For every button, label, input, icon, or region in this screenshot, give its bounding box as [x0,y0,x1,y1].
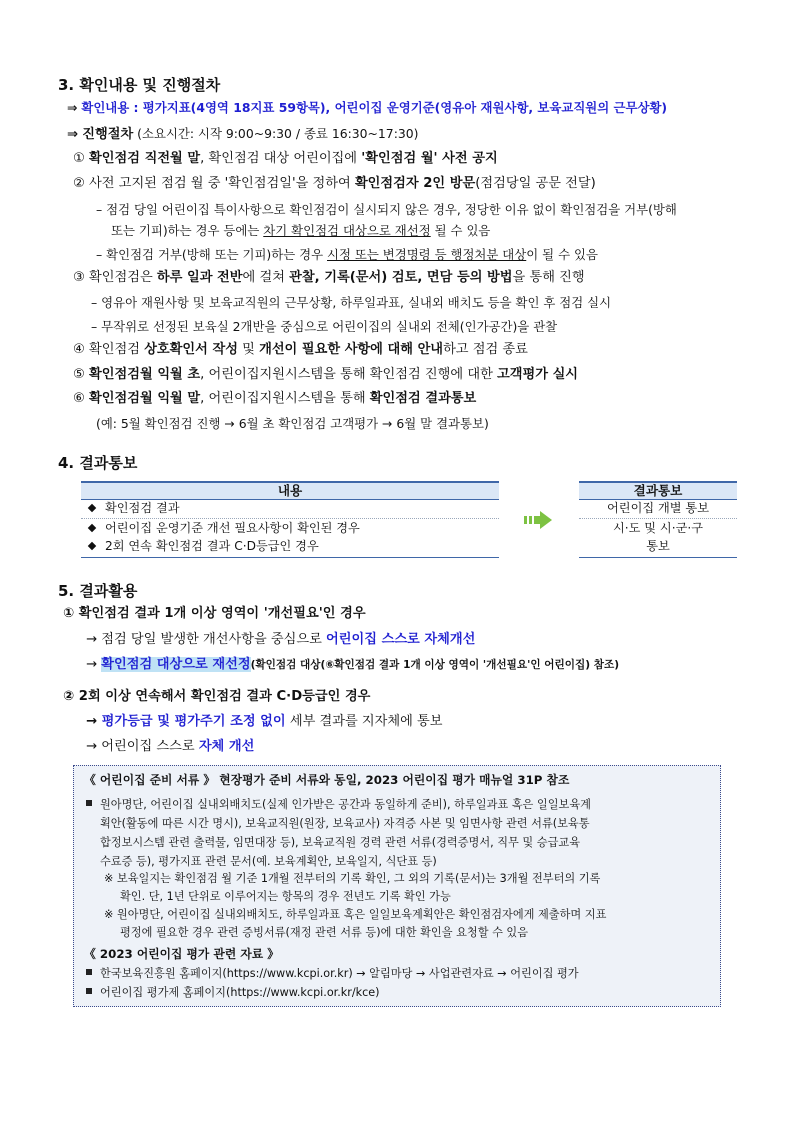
step-emph: 확인점검 결과통보 [369,391,477,406]
step-6 [73,390,476,407]
content-line [67,99,667,116]
table-cell: 시·도 및 시·군·구 [612,521,703,535]
row-divider [81,518,499,519]
step-2-detail-2 [96,246,598,263]
action-emph: 확인점검 대상으로 재선정 [101,657,251,672]
bullet-square-icon [86,800,92,806]
section-5-title: 5. 결과활용 [58,582,138,600]
row-divider [579,518,737,519]
double-arrow-icon: ⇒ [67,127,79,142]
action-text: 세부 결과를 지자체에 통보 [285,714,443,729]
step-emph: 고객평가 실시 [497,367,579,382]
action-emph: 자체 개선 [198,739,255,754]
procedure-label: 진행절차 [82,127,134,142]
notice-note: ※ 원아명단, 어린이집 실내외배치도, 하루일과표 혹은 일일보육계획안은 확인점검자에게 제출하며 지표 [104,908,607,921]
step-2-detail-1a: – 점검 당일 어린이집 특이사항으로 확인점검이 실시되지 않은 경우, 정당한 이유 없이 확인점검을 거부(방해 [96,202,677,217]
notice-text: 원아명단, 어린이집 실내외배치도(실제 인가받은 공간과 동일하게 준비), 하루일과표 혹은 일일보육계 [100,798,591,811]
table-cell: 통보 [646,539,670,553]
content-label: 확인내용 : 평가지표(4영역 18지표 59항목), 어린이집 운영기준(영유아 재원사항, 보육교직원의 근무상황) [81,100,668,115]
step-emph: '확인점검 월' 사전 공지 [361,151,498,166]
case-title-text: 확인점검 결과 1개 이상 영역이 '개선필요'인 경우 [78,606,366,621]
step-text: 을 통해 진행 [512,270,585,285]
step-2 [73,175,596,192]
step-text: 하고 점검 종료 [443,342,528,357]
action-emph: 어린이집 스스로 자체개선 [326,632,476,647]
section-4-title: 4. 결과통보 [58,454,138,472]
step-3 [73,269,585,286]
step-text: 에 걸쳐 [242,270,290,285]
notice-heading-documents: 《 어린이집 준비 서류 》 현장평가 준비 서류와 동일, 2023 어린이집 평가 매뉴얼 31P 참조 [84,773,570,787]
arrow-text: → [86,657,102,672]
section-3-title: 3. 확인내용 및 진행절차 [58,76,221,94]
table-bottom-border [579,557,737,558]
action-text: → 어린이집 스스로 [86,739,199,754]
step-4 [73,341,528,358]
step-number: ② [73,176,85,191]
case-number: ① [63,606,75,621]
notice-bullet-item [86,965,579,981]
notice-note: ※ 보육일지는 확인점검 월 기준 1개월 전부터의 기록 확인, 그 외의 기록(문서)는 3개월 전부터의 기록 [104,872,601,885]
double-arrow-icon: ⇒ [67,100,78,115]
table-header-result: 결과통보 [579,481,737,500]
arrow-text: → [86,714,102,729]
notice-bullet-item [86,796,591,812]
step-text: , 어린이집지원시스템을 통해 [200,391,370,406]
case-2-action-1 [86,713,443,730]
bullet-diamond-icon [88,524,96,532]
detail-text: 이 될 수 있음 [526,247,598,262]
detail-text: – 확인점검 거부(방해 또는 기피)하는 경우 [96,247,328,262]
notice-text: 합정보시스템 관련 출력물, 임면대장 등), 보육교직원 경력 관련 서류(경력증명서, 직무 및 승급교육 [100,836,580,849]
step-number: ③ [73,270,85,285]
detail-underline: 시정 또는 변경명령 등 행정처분 대상 [327,247,527,262]
table-row [89,500,180,517]
step-text: 사전 고지된 점검 월 중 '확인점검일'을 정하여 [89,176,355,191]
bullet-diamond-icon [88,542,96,550]
bullet-diamond-icon [88,504,96,512]
bullet-square-icon [86,988,92,994]
step-3-detail-1: – 영유아 재원사항 및 보육교직원의 근무상황, 하루일과표, 실내외 배치도 등을 확인 후 점검 실시 [91,295,612,310]
table-header-content: 내용 [81,481,499,500]
table-cell: 어린이집 운영기준 개선 필요사항이 확인된 경우 [105,521,360,535]
step-text: , 어린이집지원시스템을 통해 확인점검 진행에 대한 [200,367,498,382]
step-3-detail-2: – 무작위로 선정된 보육실 2개반을 중심으로 어린이집의 실내외 전체(인가공간)을 관찰 [91,319,558,334]
step-emph: 상호확인서 작성 [144,342,238,357]
detail-text: 또는 기피)하는 경우 등에는 [111,223,264,238]
bullet-square-icon [86,969,92,975]
step-text: 확인점검 [89,342,145,357]
step-5 [73,366,578,383]
step-text: 확인점검은 [89,270,157,285]
table-row [89,538,319,555]
step-6-example: (예: 5월 확인점검 진행 → 6월 초 확인점검 고객평가 → 6월 말 결과통보) [96,416,489,431]
case-1-title [63,605,366,622]
case-title-text: 2회 이상 연속해서 확인점검 결과 C·D등급인 경우 [78,689,371,704]
step-number: ⑤ [73,367,85,382]
case-number: ② [63,689,75,704]
action-emph: 평가등급 및 평가주기 조정 없이 [101,714,286,729]
step-emph: 개선이 필요한 사항에 대해 안내 [259,342,444,357]
detail-text: 될 수 있음 [430,223,491,238]
step-1 [73,150,498,167]
table-cell: 어린이집 개별 통보 [607,501,709,515]
step-number: ① [73,151,85,166]
step-text: , 확인점검 대상 어린이집에 [200,151,362,166]
procedure-line [67,125,418,143]
step-emph: 확인점검월 익월 초 [89,367,201,382]
case-1-action-2 [86,656,619,674]
case-1-action-1 [86,631,475,648]
table-row [89,520,360,537]
step-text: (점검당일 공문 전달) [475,176,596,191]
table-bottom-border [81,557,499,558]
step-emph: 확인점검월 익월 말 [89,391,201,406]
notice-text: 획안(활동에 따른 시간 명시), 보육교직원(원장, 보육교사) 자격증 사본 및 임면사항 관련 서류(보육통 [100,817,590,830]
notice-bullet-item [86,984,380,1000]
notice-note: 확인. 단, 1년 단위로 이루어지는 항목의 경우 전년도 기록 확인 가능 [120,890,451,903]
step-emph: 확인점검 직전월 말 [89,151,201,166]
notice-text: 수료증 등), 평가지표 관련 문서(예. 보육계획안, 보육일지, 식단표 등) [100,855,437,868]
notice-text: 어린이집 평가제 홈페이지(https://www.kcpi.or.kr/kce) [100,986,380,999]
case-2-title [63,688,370,705]
action-note: (확인점검 대상(⑥확인점검 결과 1개 이상 영역이 '개선필요'인 어린이집) 참조) [250,659,620,671]
action-text: → 점검 당일 발생한 개선사항을 중심으로 [86,632,327,647]
notice-heading-resources: 《 2023 어린이집 평가 관련 자료 》 [84,947,280,961]
step-emph: 관찰, 기록(문서) 검토, 면담 등의 방법 [289,270,513,285]
step-2-detail-1b [111,222,490,239]
step-emph: 하루 일과 전반 [156,270,243,285]
case-2-action-2 [86,738,254,755]
right-arrow-icon [524,509,554,531]
notice-text: 한국보육진흥원 홈페이지(https://www.kcpi.or.kr) → 알림마당 → 사업관련자료 → 어린이집 평가 [100,967,579,980]
table-cell: 2회 연속 확인점검 결과 C·D등급인 경우 [105,539,319,553]
step-emph: 확인점검자 2인 방문 [354,176,476,191]
notice-note: 평정에 필요한 경우 관련 증빙서류(재정 관련 서류 등)에 대한 확인을 요청할 수 있음 [120,926,529,939]
step-number: ④ [73,342,85,357]
procedure-time: (소요시간: 시작 9:00~9:30 / 종료 16:30~17:30) [133,126,419,141]
step-number: ⑥ [73,391,85,406]
step-text: 및 [237,342,260,357]
detail-underline: 차기 확인점검 대상으로 재선정 [263,223,431,238]
table-cell: 확인점검 결과 [105,501,180,515]
